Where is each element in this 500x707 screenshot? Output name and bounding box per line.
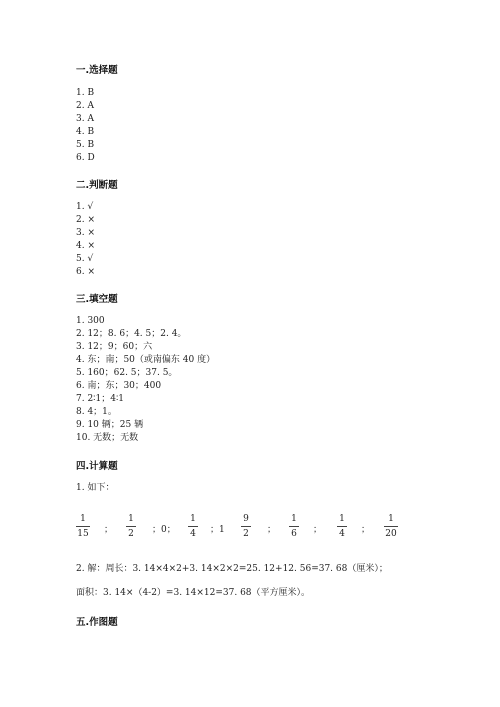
- fraction-1: [76, 514, 90, 540]
- fill-answer-5: 5. 160；62. 5；37. 5。: [76, 368, 178, 378]
- fraction-bar: [126, 526, 136, 527]
- fraction-3: [188, 514, 198, 540]
- fraction-numerator: 1: [291, 514, 297, 524]
- fill-answer-9: 9. 10 辆；25 辆: [76, 420, 144, 430]
- fraction-bar: [241, 526, 251, 527]
- section-title-drawing: 五.作图题: [76, 617, 118, 628]
- fraction-denominator: 15: [77, 529, 89, 539]
- fraction-bar: [289, 526, 299, 527]
- fraction-2: [126, 514, 136, 540]
- fraction-denominator: 4: [190, 529, 196, 539]
- judgment-answer-2: 2. ×: [76, 215, 95, 225]
- fraction-numerator: 1: [190, 514, 196, 524]
- section-title-judgment: 二.判断题: [76, 180, 118, 191]
- fraction-numerator: 9: [243, 514, 249, 524]
- fill-answer-7: 7. 2∶1；4∶1: [76, 394, 125, 404]
- fraction-numerator: 1: [339, 514, 345, 524]
- fill-answer-3: 3. 12；9；60；六: [76, 342, 153, 352]
- judgment-answer-6: 6. ×: [76, 267, 95, 277]
- section-title-fill-blank: 三.填空题: [76, 294, 118, 305]
- fill-answer-6: 6. 南；东；30；400: [76, 381, 162, 391]
- separator: ；1: [210, 525, 225, 535]
- fraction-denominator: 4: [339, 529, 345, 539]
- fraction-6: [337, 514, 347, 540]
- choice-answer-2: 2. A: [76, 101, 94, 111]
- fill-answer-4: 4. 东；南；50（或南偏东 40 度）: [76, 355, 216, 365]
- fraction-numerator: 1: [388, 514, 394, 524]
- judgment-answer-5: 5. √: [76, 254, 94, 264]
- calc-answer-2-perimeter: 2. 解：周长：3. 14×4×2+3. 14×2×2=25. 12+12. 56=37. 68（厘米）；: [76, 564, 388, 574]
- separator: ；: [361, 525, 371, 535]
- calc-answer-2-area: 面积：3. 14×（4-2）=3. 14×12=37. 68（平方厘米）。: [76, 588, 311, 598]
- calc-intro: 1. 如下：: [76, 483, 115, 493]
- fill-answer-8: 8. 4；1。: [76, 407, 117, 417]
- fraction-4: [241, 514, 251, 540]
- fraction-numerator: 1: [128, 514, 134, 524]
- judgment-answer-4: 4. ×: [76, 241, 95, 251]
- separator: ；: [313, 525, 323, 535]
- fraction-denominator: 6: [291, 529, 297, 539]
- choice-answer-4: 4. B: [76, 127, 95, 137]
- fraction-bar: [384, 526, 398, 527]
- choice-answer-6: 6. D: [76, 153, 95, 163]
- fraction-bar: [337, 526, 347, 527]
- fill-answer-2: 2. 12；8. 6；4. 5；2. 4。: [76, 329, 187, 339]
- fraction-bar: [188, 526, 198, 527]
- fraction-5: [289, 514, 299, 540]
- judgment-answer-1: 1. √: [76, 202, 94, 212]
- separator: ；0；: [152, 525, 176, 535]
- choice-answer-3: 3. A: [76, 114, 94, 124]
- choice-answer-5: 5. B: [76, 140, 95, 150]
- section-title-choice: 一.选择题: [76, 65, 118, 76]
- separator: ；: [267, 525, 277, 535]
- fraction-7: [384, 514, 398, 540]
- fraction-denominator: 2: [128, 529, 134, 539]
- fraction-numerator: 1: [80, 514, 86, 524]
- judgment-answer-3: 3. ×: [76, 228, 95, 238]
- section-title-calculation: 四.计算题: [76, 461, 118, 472]
- fill-answer-10: 10. 无数；无数: [76, 433, 139, 443]
- fraction-denominator: 20: [385, 529, 397, 539]
- fill-answer-1: 1. 300: [76, 316, 105, 326]
- fraction-denominator: 2: [243, 529, 249, 539]
- choice-answer-1: 1. B: [76, 88, 95, 98]
- fraction-bar: [76, 526, 90, 527]
- separator: ；: [104, 525, 114, 535]
